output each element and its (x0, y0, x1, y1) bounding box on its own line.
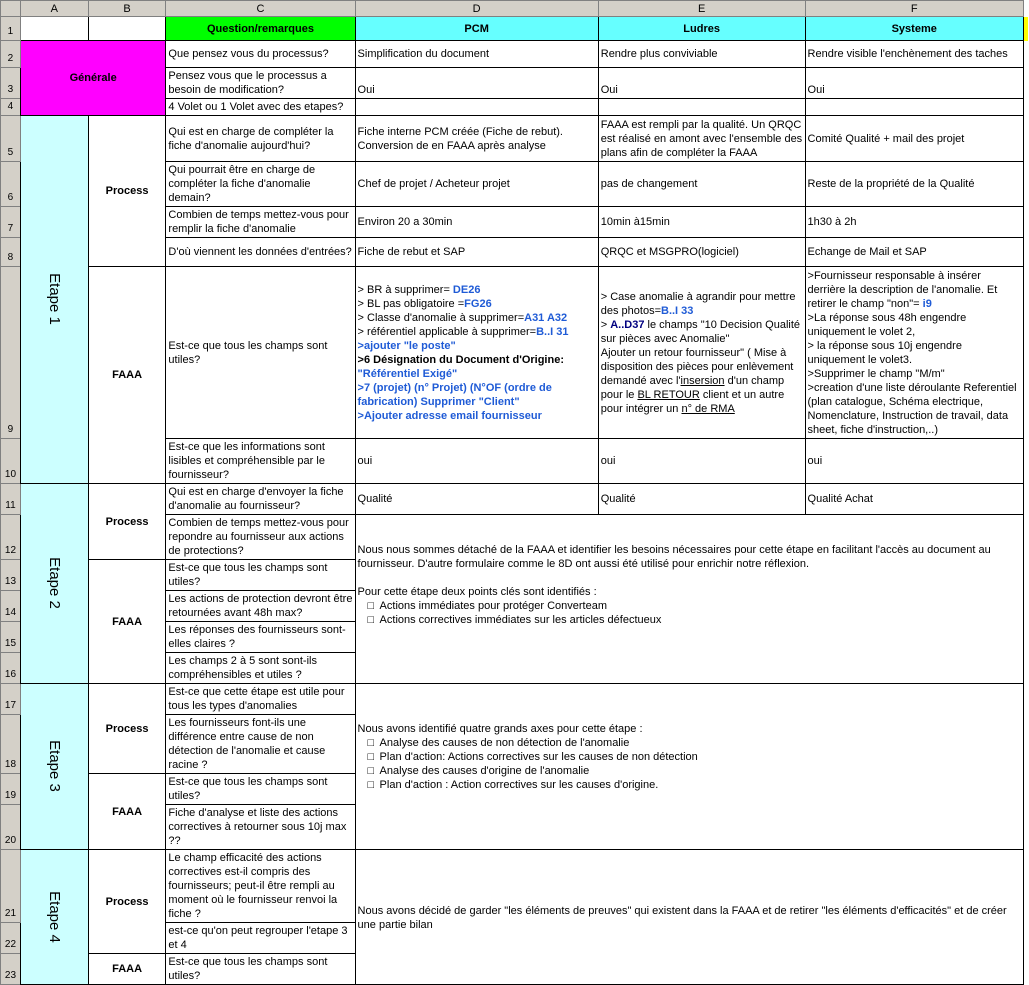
etape3-label: Etape 3 (46, 740, 64, 792)
row-header[interactable]: 4 (1, 99, 21, 116)
group-etape4[interactable] (20, 850, 88, 985)
column-header-c[interactable]: C (166, 1, 355, 17)
list-item: □ Actions immédiates pour protéger Converteam (382, 599, 1021, 613)
systeme-line: >creation d'une liste déroulante Referentiel (plan catalogue, Schéma electrique, Nomenclature, Instruction de travail, data sheet, fiche d'instruction,..) (807, 381, 1017, 436)
ludres-cell[interactable]: oui (598, 439, 805, 484)
question-cell[interactable]: Les actions de protection devront être retournées avant 48h max? (166, 591, 355, 622)
ludres-line: client et un autre pour intégrer un (600, 388, 785, 415)
header-ludres[interactable]: Ludres (598, 17, 805, 41)
question-cell[interactable]: Le champ efficacité des actions correctives est-il compris des fournisseurs; peut-il être rempli au moment où le fournisseur renvoi la fiche ? (166, 850, 355, 923)
row-header[interactable]: 3 (1, 68, 21, 99)
ludres-cell[interactable]: Oui (598, 68, 805, 99)
etape1-label: Etape 1 (46, 273, 64, 325)
systeme-cell[interactable] (805, 99, 1023, 116)
pcm-cell[interactable]: oui (355, 439, 598, 484)
question-cell[interactable]: Est-ce que tous les champs sont utiles? (166, 560, 355, 591)
systeme-line: > la réponse sous 10j engendre uniquement le volet3. (807, 339, 962, 366)
pcm-line: > référentiel applicable à supprimer= (357, 325, 537, 338)
question-cell[interactable]: Qui pourrait être en charge de compléter la fiche d'anomalie demain? (166, 162, 355, 207)
systeme-cell[interactable]: oui (805, 439, 1023, 484)
etape4-label: Etape 4 (46, 890, 64, 943)
ludres-line: d'un champ pour le (600, 374, 785, 401)
ludres-cell[interactable]: pas de changement (598, 162, 805, 207)
ludres-underlined: BL RETOUR (637, 388, 700, 401)
question-cell[interactable]: Fiche d'analyse et liste des actions correctives à retourner sous 10j max ?? (166, 805, 355, 850)
pcm-line: >6 Désignation du Document d'Origine: (357, 353, 564, 366)
yellow-edge (1023, 17, 1028, 41)
header-pcm[interactable]: PCM (355, 17, 598, 41)
question-cell[interactable]: Qui est en charge de compléter la fiche d'anomalie aujourd'hui? (166, 116, 355, 162)
question-cell[interactable]: est-ce qu'on peut regrouper l'etape 3 et 4 (166, 923, 355, 954)
cell-ref: A..D37 (610, 318, 645, 331)
systeme-line: >Fournisseur responsable à insérer derrière la description de l'anomalie. Et retirer le champ "non"= (807, 269, 998, 310)
row-header[interactable]: 15 (1, 622, 21, 653)
row-header[interactable]: 19 (1, 774, 21, 805)
pcm-cell[interactable]: Fiche interne PCM créée (Fiche de rebut). Conversion de en FAAA après analyse (355, 116, 598, 162)
systeme-line: >Supprimer le champ "M/m" (807, 367, 945, 380)
ludres-line: le champs "10 Decision Qualité sur pièces avec Anomalie" (600, 318, 801, 345)
row-header[interactable]: 22 (1, 923, 21, 954)
etape4-merged-cell[interactable] (355, 850, 1023, 985)
pcm-cell[interactable]: Chef de projet / Acheteur projet (355, 162, 598, 207)
question-cell[interactable]: Est-ce que les informations sont lisibles et compréhensible par le fournisseur? (166, 439, 355, 484)
pcm-line: "Référentiel Exigé" (357, 367, 458, 380)
column-header-b[interactable]: B (88, 1, 166, 17)
ludres-cell[interactable] (598, 99, 805, 116)
cell-ref: A31 A32 (524, 311, 568, 324)
etape3-merged-cell[interactable] (355, 684, 1023, 850)
systeme-line: >La réponse sous 48h engendre uniquement le volet 2, (807, 311, 967, 338)
list-item: □ Analyse des causes d'origine de l'anomalie (382, 764, 1021, 778)
cell-ref: B..I 31 (536, 325, 569, 338)
table-row (1, 41, 1029, 68)
pcm-line: >7 (projet) (n° Projet) (N°OF (ordre de fabrication) Supprimer "Client" (357, 381, 552, 408)
column-header-row (1, 1, 1029, 17)
etape2-paragraph: Nous nous sommes détaché de la FAAA et identifier les besoins nécessaires pour cette étape en facilitant l'accès au document au fournisseur. D'autre formulaire comme le 8D ont aussi été utilisé pour enrichir notre réflexion. (357, 544, 991, 570)
pcm-cell[interactable]: Environ 20 a 30min (355, 207, 598, 238)
pcm-cell[interactable] (355, 267, 598, 439)
row-header[interactable]: 9 (1, 267, 21, 439)
subgroup-process[interactable]: Process (88, 116, 166, 267)
etape2-paragraph: Pour cette étape deux points clés sont identifiés : (357, 586, 597, 598)
pcm-line: > BL pas obligatoire = (357, 297, 465, 310)
etape4-paragraph: Nous avons décidé de garder "les éléments de preuves" qui existent dans la FAAA et de retirer "les éléments d'efficacités" et de créer une partie bilan (357, 905, 1007, 931)
header-question[interactable]: Question/remarques (166, 17, 355, 41)
pcm-line: >Ajouter adresse email fournisseur (357, 409, 542, 422)
ludres-cell[interactable]: Rendre plus conviviable (598, 41, 805, 68)
ludres-line: > Case anomalie à agrandir pour mettre des photos= (600, 290, 796, 317)
row-header[interactable]: 12 (1, 515, 21, 560)
table-row (1, 850, 1029, 923)
systeme-cell[interactable]: 1h30 à 2h (805, 207, 1023, 238)
row-header[interactable]: 21 (1, 850, 21, 923)
question-cell[interactable]: Combien de temps mettez-vous pour remplir la fiche d'anomalie (166, 207, 355, 238)
table-row (1, 116, 1029, 162)
ludres-line: > (600, 318, 611, 331)
pcm-cell[interactable]: Fiche de rebut et SAP (355, 238, 598, 267)
row-header[interactable]: 18 (1, 715, 21, 774)
group-etape2[interactable] (20, 484, 88, 684)
subgroup-faaa[interactable]: FAAA (88, 954, 166, 985)
question-cell[interactable]: Les réponses des fournisseurs sont-elles claires ? (166, 622, 355, 653)
question-cell[interactable]: Est-ce que tous les champs sont utiles? (166, 774, 355, 805)
question-cell[interactable]: D'où viennent les données d'entrées? (166, 238, 355, 267)
group-etape1[interactable] (20, 116, 88, 484)
question-cell[interactable]: Est-ce que cette étape est utile pour tous les types d'anomalies (166, 684, 355, 715)
subgroup-process[interactable]: Process (88, 684, 166, 774)
table-row (1, 267, 1029, 439)
row-header[interactable]: 23 (1, 954, 21, 985)
systeme-cell[interactable]: Reste de la propriété de la Qualité (805, 162, 1023, 207)
pcm-cell[interactable]: Simplification du document (355, 41, 598, 68)
row-header[interactable]: 13 (1, 560, 21, 591)
systeme-cell[interactable]: Qualité Achat (805, 484, 1023, 515)
cell-ref: FG26 (464, 297, 492, 310)
table-row (1, 17, 1029, 41)
ludres-line: Ajouter un retour fournisseur" ( Mise à disposition des pièces pour enlèvement demandé avec l' (600, 346, 794, 387)
header-systeme[interactable]: Systeme (805, 17, 1023, 41)
question-cell[interactable]: Les champs 2 à 5 sont sont-ils compréhensibles et utiles ? (166, 653, 355, 684)
question-cell[interactable]: 4 Volet ou 1 Volet avec des etapes? (166, 99, 355, 116)
pcm-cell[interactable]: Oui (355, 68, 598, 99)
row-header[interactable]: 7 (1, 207, 21, 238)
subgroup-faaa[interactable]: FAAA (88, 267, 166, 484)
question-cell[interactable]: Combien de temps mettez-vous pour repondre au fournisseur aux actions de protections? (166, 515, 355, 560)
systeme-cell[interactable]: Rendre visible l'enchènement des taches (805, 41, 1023, 68)
pcm-line: >ajouter "le poste" (357, 339, 456, 352)
row-header[interactable]: 11 (1, 484, 21, 515)
question-cell[interactable]: Qui est en charge d'envoyer la fiche d'anomalie au fournisseur? (166, 484, 355, 515)
list-item: □ Actions correctives immédiates sur les articles défectueux (382, 613, 1021, 627)
ludres-cell[interactable]: Qualité (598, 484, 805, 515)
ludres-cell[interactable]: FAAA est rempli par la qualité. Un QRQC est réalisé en amont avec l'ensemble des plans afin de compléter la FAAA (598, 116, 805, 162)
column-header-f[interactable]: F (805, 1, 1023, 17)
ludres-underlined: n° de RMA (681, 402, 735, 415)
subgroup-faaa[interactable]: FAAA (88, 774, 166, 850)
group-etape3[interactable] (20, 684, 88, 850)
subgroup-process[interactable]: Process (88, 850, 166, 954)
subgroup-faaa[interactable]: FAAA (88, 560, 166, 684)
cell-ref: i9 (919, 297, 932, 310)
row-header[interactable]: 20 (1, 805, 21, 850)
ludres-underlined: insersion (680, 374, 725, 387)
row-header[interactable]: 8 (1, 238, 21, 267)
question-cell[interactable]: Les fournisseurs font-ils une différence entre cause de non détection de l'anomalie et cause racine ? (166, 715, 355, 774)
systeme-cell[interactable] (805, 267, 1023, 439)
column-header-a[interactable]: A (20, 1, 88, 17)
row-header[interactable]: 14 (1, 591, 21, 622)
etape3-list (358, 736, 1021, 792)
list-item: □ Plan d'action: Actions correctives sur les causes de non détection (382, 750, 1021, 764)
question-cell[interactable]: Est-ce que tous les champs sont utiles? (166, 267, 355, 439)
table-row (1, 484, 1029, 515)
list-item: □ Analyse des causes de non détection de l'anomalie (382, 736, 1021, 750)
etape2-list (358, 599, 1021, 627)
cell-ref: DE26 (452, 283, 481, 296)
pcm-cell[interactable] (355, 99, 598, 116)
ludres-cell[interactable]: QRQC et MSGPRO(logiciel) (598, 238, 805, 267)
select-all-corner[interactable] (1, 1, 21, 17)
column-header-d[interactable]: D (355, 1, 598, 17)
list-item: □ Plan d'action : Action correctives sur les causes d'origine. (382, 778, 1021, 792)
systeme-cell[interactable]: Echange de Mail et SAP (805, 238, 1023, 267)
etape2-merged-cell[interactable] (355, 515, 1023, 684)
ludres-cell[interactable] (598, 267, 805, 439)
row-header[interactable]: 10 (1, 439, 21, 484)
systeme-cell[interactable]: Comité Qualité + mail des projet (805, 116, 1023, 162)
row-header[interactable]: 1 (1, 17, 21, 41)
etape3-paragraph: Nous avons identifié quatre grands axes pour cette étape : (357, 723, 643, 735)
table-row (1, 684, 1029, 715)
systeme-cell[interactable]: Oui (805, 68, 1023, 99)
group-generale[interactable]: Générale (20, 41, 166, 116)
question-cell[interactable]: Est-ce que tous les champs sont utiles? (166, 954, 355, 985)
ludres-cell[interactable]: 10min à15min (598, 207, 805, 238)
cell-a1[interactable] (20, 17, 88, 41)
cell-ref: B..I 33 (661, 304, 694, 317)
row-header[interactable]: 16 (1, 653, 21, 684)
subgroup-process[interactable]: Process (88, 484, 166, 560)
cell-b1[interactable] (88, 17, 166, 41)
question-cell[interactable]: Que pensez vous du processus? (166, 41, 355, 68)
pcm-line: > Classe d'anomalie à supprimer= (357, 311, 525, 324)
row-header[interactable]: 5 (1, 116, 21, 162)
pcm-line: > BR à supprimer= (357, 283, 453, 296)
question-cell[interactable]: Pensez vous que le processus a besoin de modification? (166, 68, 355, 99)
row-header[interactable]: 17 (1, 684, 21, 715)
column-header-e[interactable]: E (598, 1, 805, 17)
etape2-label: Etape 2 (46, 557, 64, 609)
pcm-cell[interactable]: Qualité (355, 484, 598, 515)
row-header[interactable]: 6 (1, 162, 21, 207)
row-header[interactable]: 2 (1, 41, 21, 68)
